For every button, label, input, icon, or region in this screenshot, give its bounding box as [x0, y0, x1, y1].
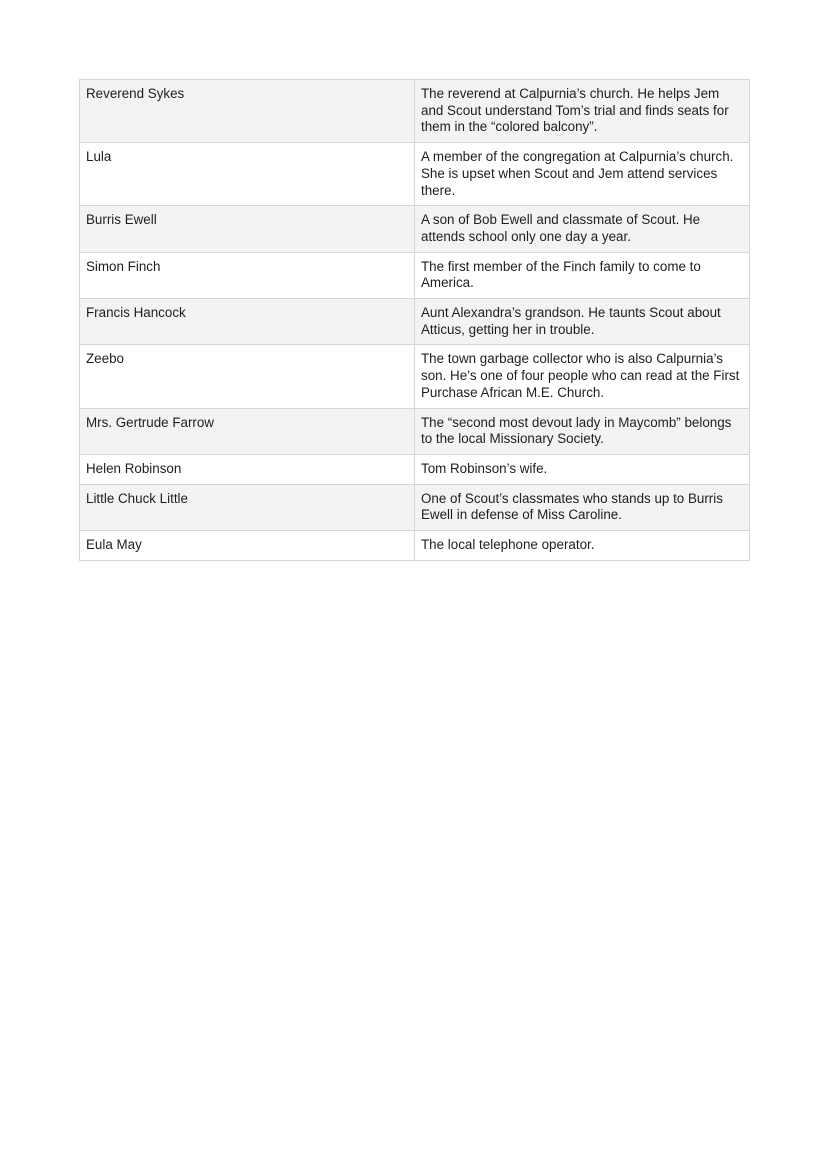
character-name: Zeebo [80, 345, 415, 408]
character-description: A son of Bob Ewell and classmate of Scout. He attends school only one day a year. [415, 206, 750, 252]
character-name: Eula May [80, 531, 415, 561]
table-row [80, 484, 750, 530]
character-description: Aunt Alexandra’s grandson. He taunts Scout about Atticus, getting her in trouble. [415, 299, 750, 345]
character-description: Tom Robinson’s wife. [415, 454, 750, 484]
character-description: The local telephone operator. [415, 531, 750, 561]
character-description: The reverend at Calpurnia’s church. He helps Jem and Scout understand Tom’s trial and finds seats for them in the “colored balcony”. [415, 80, 750, 143]
character-name: Francis Hancock [80, 299, 415, 345]
character-name: Lula [80, 143, 415, 206]
character-description: A member of the congregation at Calpurnia’s church. She is upset when Scout and Jem attend services there. [415, 143, 750, 206]
character-name: Reverend Sykes [80, 80, 415, 143]
table-row [80, 454, 750, 484]
character-name: Mrs. Gertrude Farrow [80, 408, 415, 454]
table-row [80, 299, 750, 345]
character-table-body [80, 80, 750, 561]
character-name: Little Chuck Little [80, 484, 415, 530]
character-name: Helen Robinson [80, 454, 415, 484]
table-row [80, 408, 750, 454]
table-row [80, 252, 750, 298]
table-row [80, 80, 750, 143]
table-row [80, 206, 750, 252]
character-description: The first member of the Finch family to come to America. [415, 252, 750, 298]
character-name: Simon Finch [80, 252, 415, 298]
table-row [80, 143, 750, 206]
character-description: One of Scout’s classmates who stands up to Burris Ewell in defense of Miss Caroline. [415, 484, 750, 530]
character-description: The “second most devout lady in Maycomb” belongs to the local Missionary Society. [415, 408, 750, 454]
table-row [80, 345, 750, 408]
character-table [79, 79, 750, 561]
character-description: The town garbage collector who is also Calpurnia’s son. He’s one of four people who can read at the First Purchase African M.E. Church. [415, 345, 750, 408]
character-name: Burris Ewell [80, 206, 415, 252]
table-row [80, 531, 750, 561]
